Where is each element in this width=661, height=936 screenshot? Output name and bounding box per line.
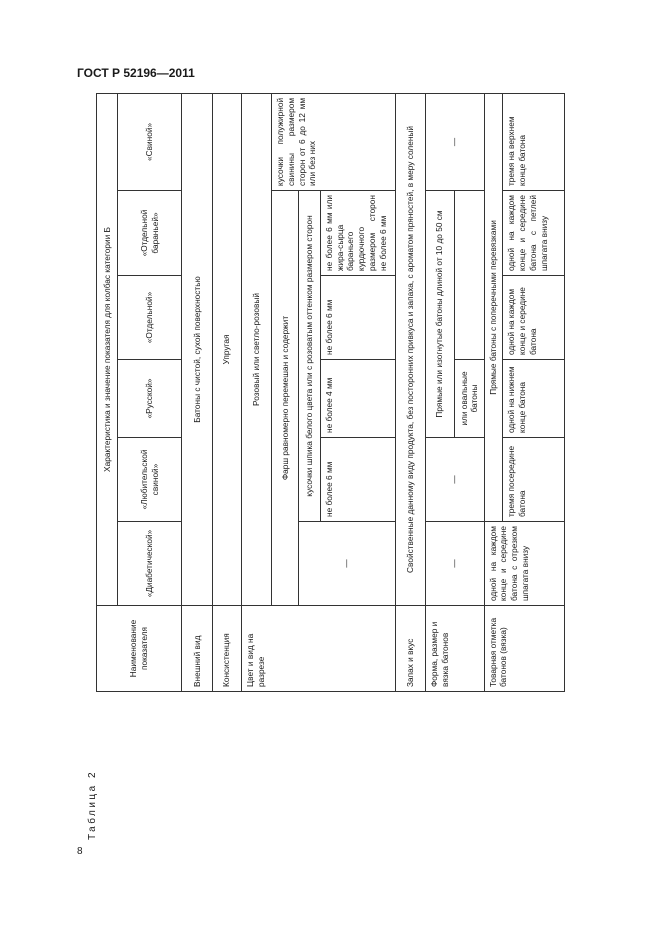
indicator-table [96, 93, 565, 692]
row-name-appearance: Внешний вид [182, 606, 212, 692]
color-lubitelskaya: не более 6 мм [320, 438, 395, 522]
row-consistency [212, 93, 241, 691]
color-mix-value: Фарш равномерно перемешан и содержит [271, 191, 298, 606]
color-russkaya: не более 4 мм [320, 360, 395, 438]
appearance-value: Батоны с чистой, сухой поверхностью [182, 93, 212, 605]
group-header: Характеристика и значение показателя для колбас категории Б [97, 93, 118, 605]
form-value: Прямые или изогнутые батоны длиной от 10 до 50 см [425, 191, 454, 438]
mark-diabeticheskaya: одной на каждом конце и середине батона с отрезком шпагата внизу [484, 522, 564, 606]
mark-svinaya: тремя на верхнем конце батона [503, 93, 565, 190]
form-empty [454, 191, 484, 360]
type-otdelnaya: «Отдельной» [117, 276, 182, 360]
color-lard-value: кусочки шпика белого цвета или с розоватым оттенком размером сторон [299, 191, 321, 522]
row-name-mark: Товарная отметка батонов (вязка) [484, 606, 564, 692]
row-mark-1 [484, 93, 503, 691]
mark-lubitelskaya: тремя посередине батона [503, 438, 565, 522]
mark-otdelnaya: одной на каждом конце и середине батона [503, 276, 565, 360]
color-diab-dash: — [299, 522, 396, 606]
smell-value: Свойственные данному виду продукта, без посторонних привкуса и запаха, с ароматом пряностей, в меру соленый [395, 93, 425, 605]
mark-otdelnaya-baranya: одной на каждом конце и середине батона с петлей шпагата внизу [503, 191, 565, 276]
row-name-form: Форма, размер и вязка батонов [425, 606, 484, 692]
row-name-consistency: Консистенция [212, 606, 241, 692]
col-header-name: Наименование показателя [97, 606, 182, 692]
color-value: Розовый или светло-розовый [241, 93, 271, 605]
row-color-2 [271, 93, 298, 691]
row-appearance [182, 93, 212, 691]
consistency-value: Упругая [212, 93, 241, 605]
type-lubitelskaya-svinaya: «Любительской свиной» [117, 438, 182, 522]
color-otdelnaya: не более 6 мм [320, 276, 395, 360]
type-diabeticheskaya: «Диабетической» [117, 522, 182, 606]
document-title: ГОСТ Р 52196—2011 [77, 66, 195, 80]
type-otdelnaya-baranya: «Отдельной бараньей» [117, 191, 182, 276]
row-name-smell: Запах и вкус [395, 606, 425, 692]
color-svinaya: кусочки полужирной свинины размером сторон от 6 до 12 мм или без них [271, 93, 395, 190]
row-name-color: Цвет и вид на разрезе [241, 606, 395, 692]
row-color-1 [241, 93, 271, 691]
color-otdelnaya-baranya: не более 6 мм или жира-сырца бараньего курдючного размером сторон не более 6 мм [320, 191, 395, 276]
type-russkaya: «Русской» [117, 360, 182, 438]
table-header-row-1 [97, 93, 118, 691]
table-header-row-2 [117, 93, 182, 691]
mark-value: Прямые батоны с поперечными перевязками [484, 93, 503, 521]
rotated-table-container [96, 94, 565, 692]
form-oval-value: или овальные батоны [454, 360, 484, 438]
row-smell [395, 93, 425, 691]
form-dash-1: — [425, 522, 484, 606]
type-svinaya: «Свиной» [117, 93, 182, 190]
table-caption: Таблица 2 [87, 769, 98, 840]
row-form-1 [425, 93, 454, 691]
page-number: 8 [77, 846, 83, 857]
form-dash-3: — [425, 93, 484, 190]
form-dash-2: — [425, 438, 484, 522]
mark-russkaya: одной на нижнем конце батона [503, 360, 565, 438]
